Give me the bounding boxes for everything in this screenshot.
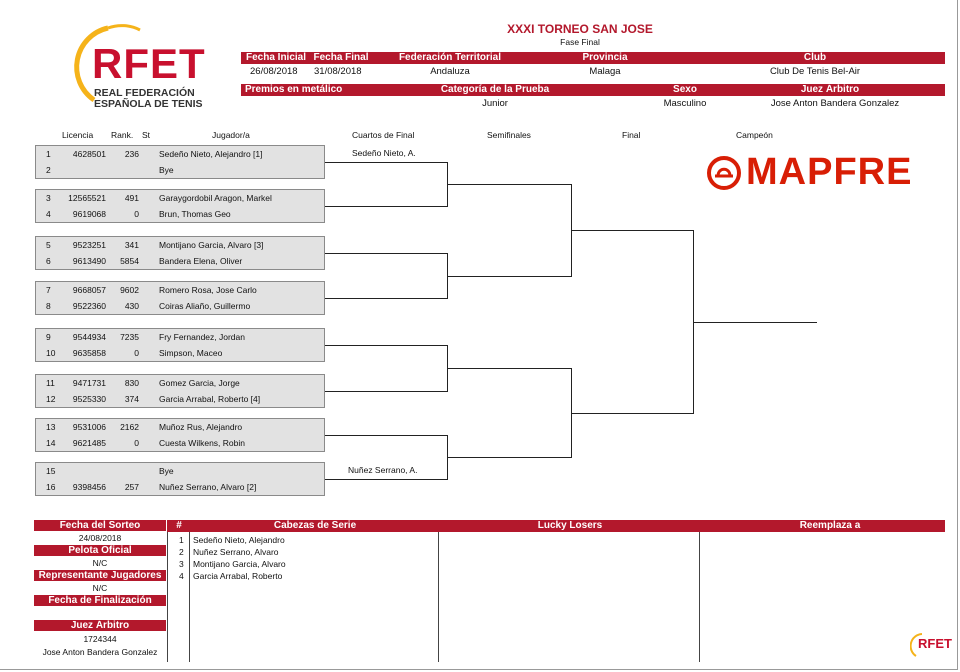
draw-seed: 2 [46, 165, 51, 175]
col-final: Final [622, 130, 641, 140]
draw-rank: 0 [134, 348, 139, 358]
seed-name: Montijano Garcia, Alvaro [193, 559, 286, 569]
logo-line2: ESPAÑOLA DE TENIS [94, 98, 203, 110]
draw-player-name: Simpson, Maceo [159, 348, 223, 358]
footer-logo-text: RFET [918, 636, 952, 651]
bracket-line [325, 435, 447, 436]
draw-seed: 13 [46, 422, 56, 432]
bracket-line [447, 457, 571, 458]
hdr-sexo: Sexo [650, 84, 720, 95]
bracket-line [325, 479, 447, 480]
draw-licencia: 9531006 [72, 422, 106, 432]
draw-seed: 3 [46, 193, 51, 203]
draw-row [36, 163, 324, 178]
lbl-finalizacion: Fecha de Finalización [34, 595, 166, 606]
draw-rank: 830 [124, 378, 139, 388]
draw-seed: 16 [46, 482, 56, 492]
tournament-title: XXXI TORNEO SAN JOSE [507, 22, 653, 36]
lbl-fecha-sorteo: Fecha del Sorteo [34, 520, 166, 531]
draw-seed: 11 [46, 378, 55, 388]
draw-player-name: Romero Rosa, Jose Carlo [159, 285, 257, 295]
bracket-line [447, 184, 571, 185]
draw-row [36, 420, 324, 435]
draw-player-name: Cuesta Wilkens, Robin [159, 438, 245, 448]
draw-seed: 8 [46, 301, 51, 311]
draw-rank: 5854 [120, 256, 139, 266]
draw-row [36, 299, 324, 314]
draw-row [36, 346, 324, 361]
draw-rank: 374 [124, 394, 139, 404]
lbl-pelota: Pelota Oficial [34, 545, 166, 556]
mapfre-text: MAPFRE [746, 151, 913, 193]
draw-player-name: Garcia Arrabal, Roberto [4] [159, 394, 261, 404]
hdr-federacion: Federación Territorial [380, 52, 520, 63]
logo-brand: RFET [92, 40, 206, 87]
lbl-cabezas: Cabezas de Serie [220, 520, 410, 531]
draw-licencia: 12565521 [68, 193, 106, 203]
lbl-reemplaza: Reemplaza a [740, 520, 920, 531]
draw-seed: 15 [46, 466, 56, 476]
val-sexo: Masculino [663, 98, 707, 109]
draw-licencia: 9635858 [72, 348, 106, 358]
draw-licencia: 9544934 [72, 332, 106, 342]
col-licencia: Licencia [62, 130, 94, 140]
draw-row [36, 283, 324, 298]
draw-row [36, 392, 324, 407]
bracket-line [325, 298, 447, 299]
draw-rank: 341 [124, 240, 139, 250]
draw-licencia: 9471731 [72, 378, 106, 388]
draw-licencia: 9621485 [72, 438, 106, 448]
match-box [35, 374, 325, 408]
val-juez-lic: 1724344 [83, 634, 117, 644]
bracket-line [325, 206, 447, 207]
val-federacion: Andaluza [430, 66, 470, 77]
seed-name: Sedeño Nieto, Alejandro [193, 535, 285, 545]
col-semis: Semifinales [487, 130, 531, 140]
col-campeon: Campeón [736, 130, 773, 140]
draw-row [36, 254, 324, 269]
val-fecha-sorteo: 24/08/2018 [78, 533, 122, 543]
draw-seed: 12 [46, 394, 56, 404]
seed-number: 3 [179, 559, 184, 569]
lbl-representante: Representante Jugadores [34, 570, 166, 581]
val-categoria: Junior [482, 98, 508, 109]
draw-seed: 1 [46, 149, 51, 159]
draw-rank: 0 [134, 438, 139, 448]
draw-licencia: 9619068 [72, 209, 106, 219]
draw-seed: 6 [46, 256, 51, 266]
val-juez-name: Jose Anton Bandera Gonzalez [42, 647, 158, 657]
bracket-line [325, 345, 447, 346]
draw-player-name: Bye [159, 165, 174, 175]
draw-licencia: 9398456 [72, 482, 106, 492]
seed-number: 2 [179, 547, 184, 557]
match-box [35, 462, 325, 496]
draw-player-name: Garaygordobil Aragon, Markel [159, 193, 272, 203]
draw-player-name: Coiras Aliaño, Guillermo [159, 301, 251, 311]
draw-seed: 14 [46, 438, 56, 448]
draw-row [36, 376, 324, 391]
draw-rank: 0 [134, 209, 139, 219]
qf-result-bottom: Nuñez Serrano, A. [348, 465, 418, 475]
draw-rank: 9602 [120, 285, 139, 295]
draw-player-name: Fry Fernandez, Jordan [159, 332, 245, 342]
draw-licencia: 9523251 [72, 240, 106, 250]
match-box [35, 418, 325, 452]
draw-row [36, 436, 324, 451]
draw-rank: 7235 [120, 332, 139, 342]
match-box [35, 236, 325, 270]
match-box [35, 328, 325, 362]
draw-player-name: Muñoz Rus, Alejandro [159, 422, 243, 432]
panel-divider-3 [699, 532, 700, 662]
val-representante: N/C [92, 583, 108, 593]
draw-licencia: 9522360 [72, 301, 106, 311]
draw-rank: 491 [124, 193, 139, 203]
seed-name: Nuñez Serrano, Alvaro [193, 547, 279, 557]
val-fecha-inicial: 26/08/2018 [250, 66, 298, 77]
lbl-juez: Juez Árbitro [34, 620, 166, 631]
col-rank: Rank. [111, 130, 134, 140]
val-juez: Jose Anton Bandera Gonzalez [770, 98, 900, 109]
draw-player-name: Gomez Garcia, Jorge [159, 378, 240, 388]
lbl-lucky: Lucky Losers [480, 520, 660, 531]
bottom-panel [33, 518, 945, 662]
val-pelota: N/C [92, 558, 108, 568]
draw-seed: 4 [46, 209, 51, 219]
col-jugador: Jugador/a [212, 130, 250, 140]
seed-number: 4 [179, 571, 184, 581]
draw-licencia: 9525330 [72, 394, 106, 404]
draw-licencia: 9668057 [72, 285, 106, 295]
bracket-line [571, 413, 693, 414]
draw-player-name: Sedeño Nieto, Alejandro [1] [159, 149, 263, 159]
hdr-juez: Juez Árbitro [780, 84, 880, 95]
val-club: Club De Tenis Bel-Air [769, 66, 861, 77]
seed-name: Garcia Arrabal, Roberto [193, 571, 283, 581]
draw-row [36, 238, 324, 253]
draw-row [36, 330, 324, 345]
match-box [35, 189, 325, 223]
logo-line1: REAL FEDERACIÓN [94, 87, 195, 99]
bracket-line [447, 276, 571, 277]
rfet-logo [52, 18, 212, 118]
hdr-fecha-inicial: Fecha Inicial [243, 52, 309, 63]
bracket-line [693, 322, 817, 323]
val-fecha-final: 31/08/2018 [314, 66, 362, 77]
draw-rank: 430 [124, 301, 139, 311]
draw-licencia: 4628501 [72, 149, 106, 159]
draw-licencia: 9613490 [72, 256, 106, 266]
qf-result-top: Sedeño Nieto, A. [352, 148, 416, 158]
draw-seed: 9 [46, 332, 51, 342]
panel-divider-2 [438, 532, 439, 662]
bracket-line [325, 162, 447, 163]
draw-player-name: Nuñez Serrano, Alvaro [2] [159, 482, 257, 492]
hdr-club: Club [740, 52, 890, 63]
hdr-provincia: Provincia [560, 52, 650, 63]
draw-seed: 7 [46, 285, 51, 295]
lbl-hash: # [170, 520, 188, 531]
draw-rank: 236 [124, 149, 139, 159]
mapfre-emblem-icon [706, 155, 742, 191]
draw-row [36, 147, 324, 162]
draw-seed: 10 [46, 348, 56, 358]
tournament-phase: Fase Final [560, 37, 600, 47]
draw-row [36, 464, 324, 479]
hdr-fecha-final: Fecha Final [310, 52, 372, 63]
draw-rank: 2162 [120, 422, 139, 432]
draw-rank: 257 [124, 482, 139, 492]
col-cuartos: Cuartos de Final [352, 130, 415, 140]
bracket-line [571, 230, 693, 231]
hdr-premios: Premios en metálico [243, 84, 393, 95]
bracket-line [447, 368, 571, 369]
val-provincia: Malaga [589, 66, 621, 77]
match-box [35, 281, 325, 315]
bracket-line [325, 253, 447, 254]
draw-player-name: Montijano Garcia, Alvaro [3] [159, 240, 264, 250]
panel-divider-0 [167, 532, 168, 662]
seed-number: 1 [179, 535, 184, 545]
col-st: St [142, 130, 151, 140]
draw-seed: 5 [46, 240, 51, 250]
draw-player-name: Bandera Elena, Oliver [159, 256, 243, 266]
draw-player-name: Brun, Thomas Geo [159, 209, 231, 219]
draw-player-name: Bye [159, 466, 174, 476]
hdr-categoria: Categoría de la Prueba [420, 84, 570, 95]
match-box [35, 145, 325, 179]
panel-divider-1 [189, 532, 190, 662]
draw-row [36, 480, 324, 495]
footer-logo [910, 630, 950, 662]
draw-row [36, 207, 324, 222]
draw-row [36, 191, 324, 206]
bracket-line [325, 391, 447, 392]
